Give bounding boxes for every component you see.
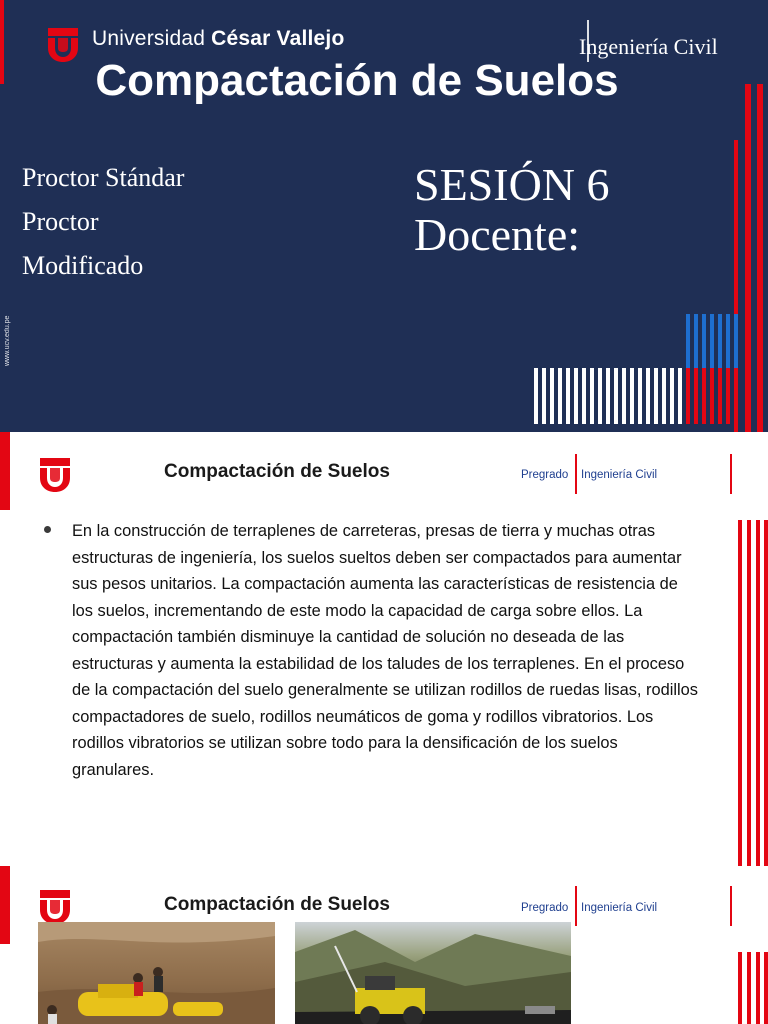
header-separator — [575, 886, 577, 926]
pregrado-label: Pregrado — [521, 469, 569, 481]
slide-title: Compactación de Suelos — [164, 461, 390, 482]
department-label: Ingeniería Civil — [581, 469, 658, 481]
bullet-paragraph: En la construcción de terraplenes de carreteras, presas de tierra y muchas otras estructuras de ingeniería, los suelos sueltos deben ser compactados para aumentar sus pesos unitarios. La compactación aumenta las características de resistencia de los suelos, incrementando de este modo la capacidad de carga sobre ellos. La compactación también disminuye la cantidad de solución no deseada de las estructuras y aumenta la estabilidad de los taludes de los terraplenes. En el proceso de la compactación del suelo generalmente se utilizan rodillos de ruedas lisas, rodillos compactadores de suelo, rodillos neumáticos de goma y rodillos vibratorios. Los rodillos vibratorios se utilizan sobre todo para la densificación de los suelos granulares. — [72, 522, 698, 779]
header-separator — [730, 454, 732, 494]
university-name: Universidad César Vallejo — [92, 27, 345, 50]
decor-red-bar — [757, 84, 763, 432]
bullet-icon — [44, 526, 51, 533]
header-separator — [730, 886, 732, 926]
cover-slide — [0, 0, 768, 432]
cover-left-accent — [0, 0, 4, 84]
decor-red-stripes — [738, 520, 768, 866]
subtitle-line: Proctor Stándar — [22, 163, 185, 192]
header-separator — [575, 454, 577, 494]
cover-title: Compactación de Suelos — [95, 56, 619, 105]
ucv-logo-icon — [38, 888, 72, 926]
side-url: www.ucv.edu.pe — [4, 315, 11, 366]
ucv-logo-icon — [38, 456, 72, 494]
slide-title: Compactación de Suelos — [164, 894, 390, 915]
left-accent-bar — [0, 432, 10, 510]
decor-red-stripes — [738, 952, 768, 1024]
session-block — [414, 160, 610, 260]
decor-red-bars — [686, 368, 744, 424]
docente-label: Docente: — [414, 209, 581, 260]
ucv-logo-icon — [46, 26, 80, 64]
subtitle-line: Proctor — [22, 207, 99, 236]
decor-red-bar — [745, 84, 751, 432]
compaction-photo-roller — [295, 922, 571, 1024]
department-label: Ingeniería Civil — [579, 34, 718, 59]
content-slide — [0, 432, 768, 866]
cover-subtitle — [22, 156, 184, 288]
department-label: Ingeniería Civil — [581, 902, 658, 914]
photo-slide — [0, 866, 768, 1024]
decor-blue-bars — [686, 314, 744, 368]
session-label: SESIÓN 6 — [414, 159, 610, 210]
subtitle-line: Modificado — [22, 251, 144, 280]
left-accent-bar — [0, 866, 10, 944]
pregrado-label: Pregrado — [521, 902, 569, 914]
compaction-photo-workers — [38, 922, 275, 1024]
decor-white-bars — [534, 368, 684, 424]
